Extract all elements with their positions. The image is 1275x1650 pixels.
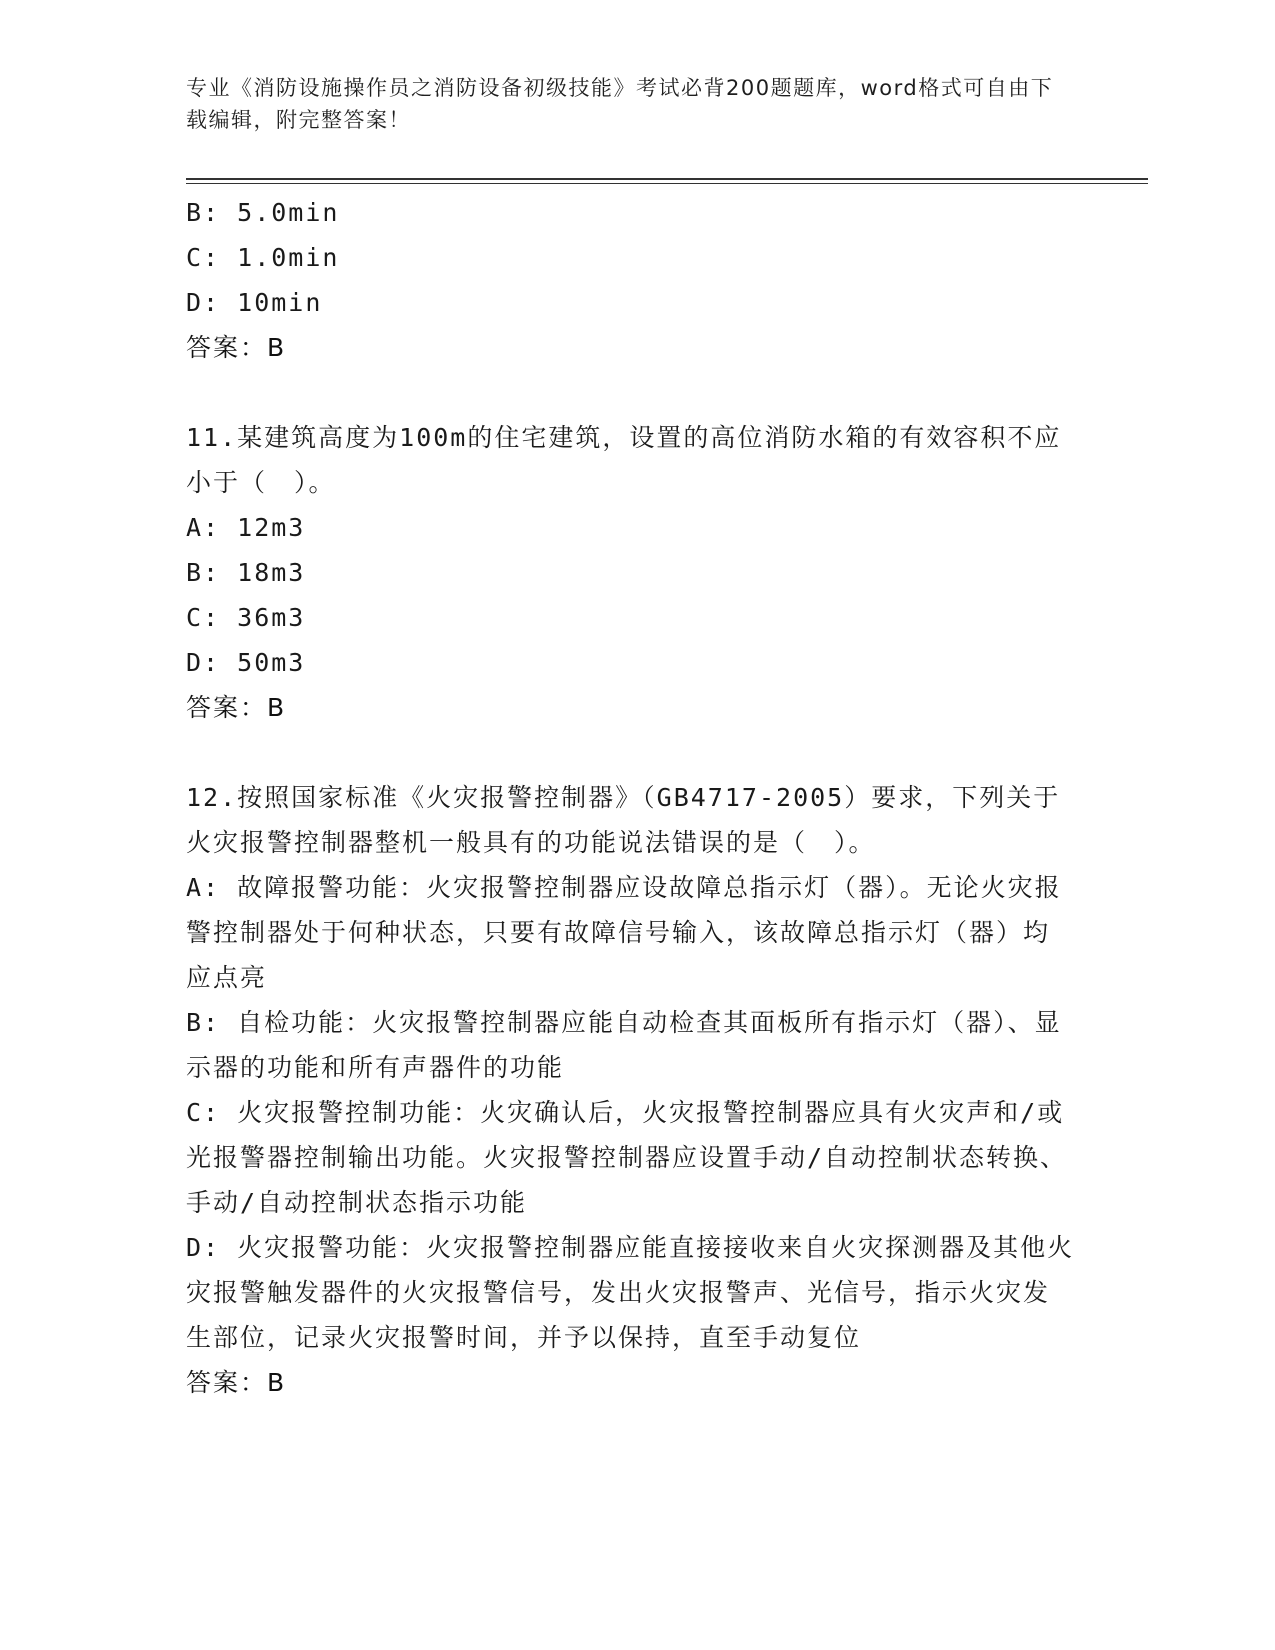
option-c: C: 36m3 [186,603,306,632]
header-divider-thin [186,183,1148,184]
answer-label: 答案：B [186,693,287,722]
question-stem: 11.某建筑高度为100m的住宅建筑，设置的高位消防水箱的有效容积不应小于（ ）。 [186,423,1062,497]
option-c: C: 1.0min [186,243,340,272]
option-b: B: 5.0min [186,198,340,227]
option-d: D: 50m3 [186,648,306,677]
spacer [186,730,1076,775]
header-divider-thick [186,178,1148,180]
option-c: C: 火灾报警控制功能：火灾确认后，火灾报警控制器应具有火灾声和/或光报警器控制输出功能。火灾报警控制器应设置手动/自动控制状态转换、手动/自动控制状态指示功能 [186,1098,1068,1217]
answer-label: 答案：B [186,1368,287,1397]
spacer [186,370,1076,415]
question-12 [186,775,1076,1405]
option-a: A: 故障报警功能：火灾报警控制器应设故障总指示灯（器）。无论火灾报警控制器处于何种状态，只要有故障信号输入，该故障总指示灯（器）均应点亮 [186,873,1062,992]
option-d: D: 10min [186,288,323,317]
option-a: A: 12m3 [186,513,306,542]
question-10-tail [186,190,1076,370]
question-stem: 12.按照国家标准《火灾报警控制器》（GB4717-2005）要求，下列关于火灾报警控制器整机一般具有的功能说法错误的是（ ）。 [186,783,1061,857]
option-b: B: 自检功能：火灾报警控制器应能自动检查其面板所有指示灯（器）、显示器的功能和所有声器件的功能 [186,1008,1062,1082]
option-d: D: 火灾报警功能：火灾报警控制器应能直接接收来自火灾探测器及其他火灾报警触发器件的火灾报警信号，发出火灾报警声、光信号，指示火灾发生部位，记录火灾报警时间，并予以保持，直至手动复位 [186,1233,1075,1352]
answer-label: 答案：B [186,333,287,362]
question-content [186,190,1076,1405]
option-b: B: 18m3 [186,558,306,587]
question-11 [186,415,1076,730]
page-header-title: 专业《消防设施操作员之消防设备初级技能》考试必背200题题库，word格式可自由下载编辑，附完整答案！ [186,76,1054,132]
